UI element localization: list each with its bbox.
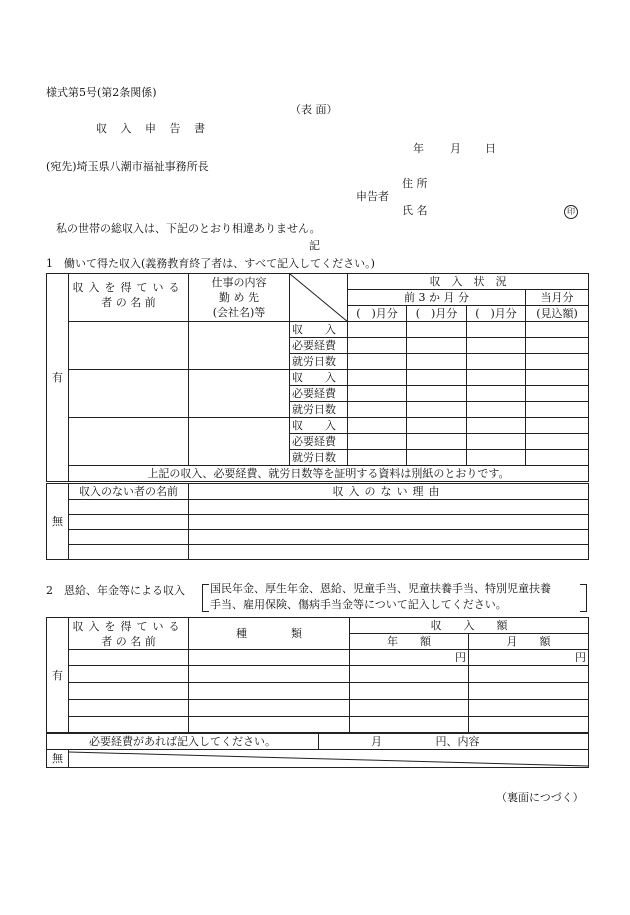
no-income-reason-field[interactable] [189,500,589,515]
value-field[interactable] [407,338,467,354]
col-status-header: 収 入 状 況 [348,274,589,290]
applicant-label: 申告者 [356,190,389,203]
no-income-table [46,483,589,560]
section2-heading: 2 恩給、年金等による収入 [46,584,185,597]
pension-name-field[interactable] [69,683,189,700]
value-field[interactable] [348,434,407,450]
value-field[interactable] [526,370,589,386]
row-label-income: 収 入 [290,418,348,434]
row-label-expense: 必要経費 [290,386,348,402]
page-title: 収 入 申 告 書 [96,122,210,135]
nashi-diagonal [69,750,589,768]
row-label-days: 就労日数 [290,402,348,418]
section1-note: 上記の収入、必要経費、就労日数等を証明する資料は別紙のとおりです。 [69,466,589,482]
annual-amount-field[interactable]: 円 [350,650,469,666]
no-income-reason-header: 収入のない理由 [189,484,589,500]
value-field[interactable] [526,418,589,434]
pension-name-field[interactable] [69,700,189,717]
col-amount-header: 収 入 額 [350,618,589,634]
work-field[interactable] [189,418,290,466]
section2-table [46,617,589,733]
ari-cell-2: 有 [47,618,69,733]
value-field[interactable] [467,370,526,386]
nashi-field [69,750,589,768]
section1-heading: 1 働いて得た収入(義務教育終了者は、すべて記入してください。) [46,257,375,270]
addressee: (宛先)埼玉県八潮市福祉事務所長 [46,160,209,173]
value-field[interactable] [407,402,467,418]
no-income-name-header: 収入のない者の名前 [69,484,189,500]
col-prev3-header: 前 3 か 月 分 [348,290,526,306]
row-label-days: 就労日数 [290,450,348,466]
no-income-name-field[interactable] [69,500,189,515]
form-number: 様式第5号(第2条関係) [46,86,157,99]
value-field[interactable] [348,450,407,466]
side-label: （表 面） [290,103,338,116]
value-field[interactable] [526,386,589,402]
value-field[interactable] [407,370,467,386]
no-income-name-field[interactable] [69,530,189,545]
col-current-header: 当月分 [526,290,589,306]
person-name-field[interactable] [69,418,189,466]
expense-month-label: 月 [371,735,382,748]
col-kind-header: 種 類 [189,618,350,650]
nashi-row-2 [46,749,589,768]
annual-amount-field[interactable] [350,717,469,733]
pension-kind-field[interactable] [189,666,350,683]
value-field[interactable] [407,322,467,338]
value-field[interactable] [467,354,526,370]
value-field[interactable] [348,418,407,434]
monthly-amount-field[interactable] [469,683,589,700]
value-field[interactable] [407,354,467,370]
bracket-left [202,584,209,612]
row-label-expense: 必要経費 [290,434,348,450]
col-year-header: 年 額 [350,634,469,650]
no-income-name-field[interactable] [69,515,189,530]
col-name-header: 収入を得ている 者 の 名 前 [69,274,189,322]
work-field[interactable] [189,370,290,418]
address-label: 住 所 [402,177,428,190]
value-field[interactable] [467,402,526,418]
value-field[interactable] [407,434,467,450]
nashi-cell: 無 [47,484,69,560]
value-field[interactable] [467,386,526,402]
continued-note: （裏面につづく） [496,791,584,804]
no-income-reason-field[interactable] [189,545,589,560]
month-cell-2: ( )月分 [407,306,467,322]
nashi-cell-2: 無 [47,750,69,768]
no-income-reason-field[interactable] [189,530,589,545]
month-cell-1: ( )月分 [348,306,407,322]
value-field[interactable] [526,322,589,338]
monthly-amount-field[interactable] [469,717,589,733]
expense-yen-label: 円、内容 [435,735,480,748]
monthly-amount-field[interactable] [469,666,589,683]
seal-mark: 印 [564,204,578,219]
person-name-field[interactable] [69,322,189,370]
section1-table [46,273,589,482]
expense-row [46,733,589,750]
row-label-income: 収 入 [290,370,348,386]
ki-label: 記 [309,239,320,252]
date-year-label: 年 [413,142,424,155]
diagonal-cell [290,274,348,322]
value-field[interactable] [407,386,467,402]
annual-amount-field[interactable] [350,683,469,700]
value-field[interactable] [348,386,407,402]
row-label-days: 就労日数 [290,354,348,370]
value-field[interactable] [467,418,526,434]
col-work-header: 仕事の内容 勤 め 先 (会社名)等 [189,274,290,322]
ari-cell: 有 [47,274,69,482]
pension-name-field[interactable] [69,666,189,683]
expense-note: 必要経費があれば記入してください。 [47,734,319,750]
pension-kind-field[interactable] [189,683,350,700]
value-field[interactable] [348,402,407,418]
work-field[interactable] [189,322,290,370]
monthly-amount-field[interactable]: 円 [469,650,589,666]
value-field[interactable] [348,322,407,338]
value-field[interactable] [526,450,589,466]
value-field[interactable] [526,338,589,354]
pension-kind-field[interactable] [189,650,350,666]
value-field[interactable] [348,370,407,386]
person-name-field[interactable] [69,370,189,418]
value-field[interactable] [526,354,589,370]
row-label-income: 収 入 [290,322,348,338]
pension-name-field[interactable] [69,650,189,666]
date-day-label: 日 [485,142,496,155]
value-field[interactable] [348,354,407,370]
expense-field[interactable] [319,734,589,750]
value-field[interactable] [467,322,526,338]
value-field[interactable] [407,450,467,466]
statement: 私の世帯の総収入は、下記のとおり相違ありません。 [56,222,321,235]
monthly-amount-field[interactable] [469,700,589,717]
diagonal-line [290,274,348,322]
bracket-line-2: 手当、雇用保険、傷病手当金等について記入してください。 [210,598,507,611]
pension-kind-field[interactable] [189,717,350,733]
name-label: 氏 名 [402,204,428,217]
col-current-sub: (見込額) [526,306,589,322]
col-month-header: 月 額 [469,634,589,650]
value-field[interactable] [407,418,467,434]
annual-amount-field[interactable] [350,666,469,683]
value-field[interactable] [526,434,589,450]
value-field[interactable] [467,338,526,354]
value-field[interactable] [348,338,407,354]
value-field[interactable] [467,450,526,466]
bracket-line-1: 国民年金、厚生年金、恩給、児童手当、児童扶養手当、特別児童扶養 [210,582,551,595]
value-field[interactable] [526,402,589,418]
pension-name-field[interactable] [69,717,189,733]
no-income-name-field[interactable] [69,545,189,560]
row-label-expense: 必要経費 [290,338,348,354]
annual-amount-field[interactable] [350,700,469,717]
pension-kind-field[interactable] [189,700,350,717]
value-field[interactable] [467,434,526,450]
bracket-right [580,584,587,612]
month-cell-3: ( )月分 [467,306,526,322]
date-month-label: 月 [450,142,461,155]
col-name-header-2: 収入を得ている 者 の 名 前 [69,618,189,650]
no-income-reason-field[interactable] [189,515,589,530]
